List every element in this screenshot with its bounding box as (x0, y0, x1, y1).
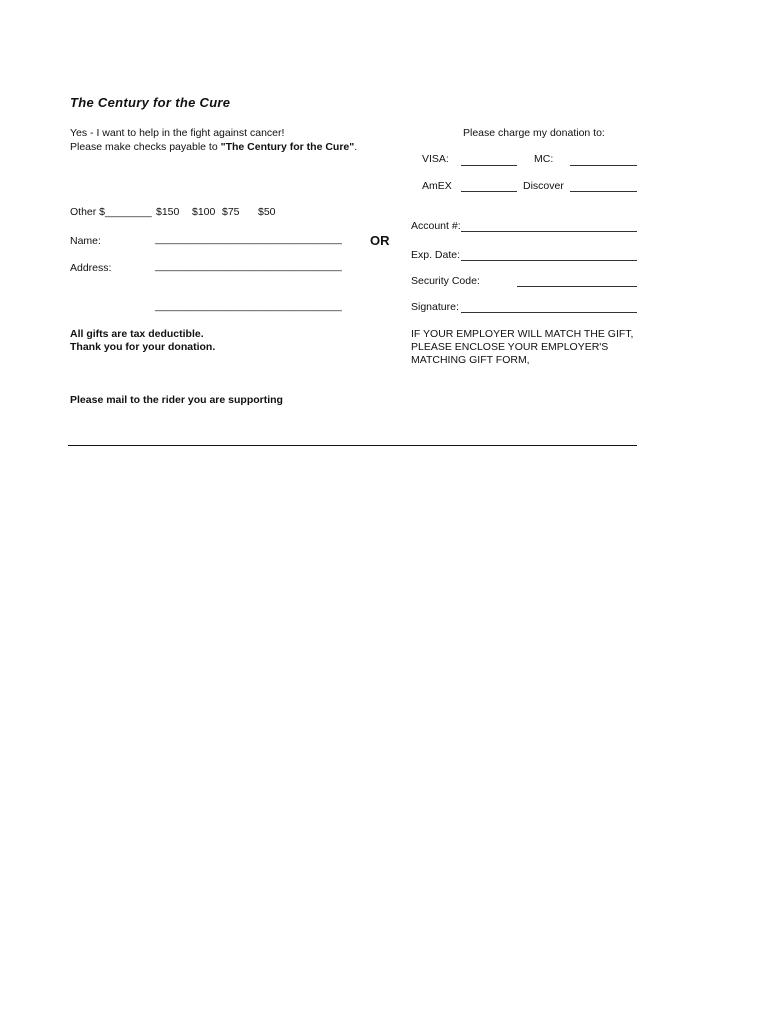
address-field-line-2[interactable]: ________________________________ (155, 300, 342, 312)
payable-to-name: "The Century for the Cure" (220, 141, 355, 153)
visa-label: VISA: (422, 153, 449, 165)
bottom-divider (68, 445, 637, 446)
amount-other-option[interactable]: Other $________ (70, 206, 152, 218)
mail-note: Please mail to the rider you are supporting (70, 394, 283, 406)
address-field-line-1[interactable]: ________________________________ (155, 260, 342, 272)
name-label: Name: (70, 235, 101, 247)
form-title: The Century for the Cure (70, 95, 231, 110)
amex-label: AmEX (422, 180, 452, 192)
signature-label: Signature: (411, 301, 459, 313)
exp-date-field[interactable] (461, 260, 637, 261)
account-label: Account #: (411, 220, 461, 232)
discover-field[interactable] (570, 191, 637, 192)
security-code-field[interactable] (517, 286, 637, 287)
visa-field[interactable] (461, 165, 517, 166)
amount-50-option[interactable]: $50 (258, 206, 276, 218)
intro-line-2 (70, 141, 357, 154)
amount-75-option[interactable]: $75 (222, 206, 240, 218)
amount-150-option[interactable]: $150 (156, 206, 180, 218)
mc-field[interactable] (570, 165, 637, 166)
name-field[interactable]: ________________________________ (155, 233, 342, 245)
intro-line-2-prefix: Please make checks payable to (70, 141, 221, 153)
or-separator: OR (370, 233, 390, 248)
tax-deductible-note: All gifts are tax deductible. (70, 328, 204, 340)
charge-heading: Please charge my donation to: (463, 127, 605, 139)
amount-100-option[interactable]: $100 (192, 206, 216, 218)
employer-match-note: IF YOUR EMPLOYER WILL MATCH THE GIFT, PLEASE ENCLOSE YOUR EMPLOYER'S MATCHING GIFT FORM, (411, 328, 634, 366)
exp-date-label: Exp. Date: (411, 249, 461, 261)
address-label: Address: (70, 262, 112, 274)
intro-line-1: Yes - I want to help in the fight against cancer! (70, 127, 285, 139)
account-field[interactable] (461, 231, 637, 232)
security-code-label: Security Code: (411, 275, 480, 287)
intro-line-2-suffix: . (354, 141, 358, 153)
mc-label: MC: (534, 153, 554, 165)
discover-label: Discover (523, 180, 564, 192)
signature-field[interactable] (461, 312, 637, 313)
amex-field[interactable] (461, 191, 517, 192)
thank-you-note: Thank you for your donation. (70, 341, 216, 353)
